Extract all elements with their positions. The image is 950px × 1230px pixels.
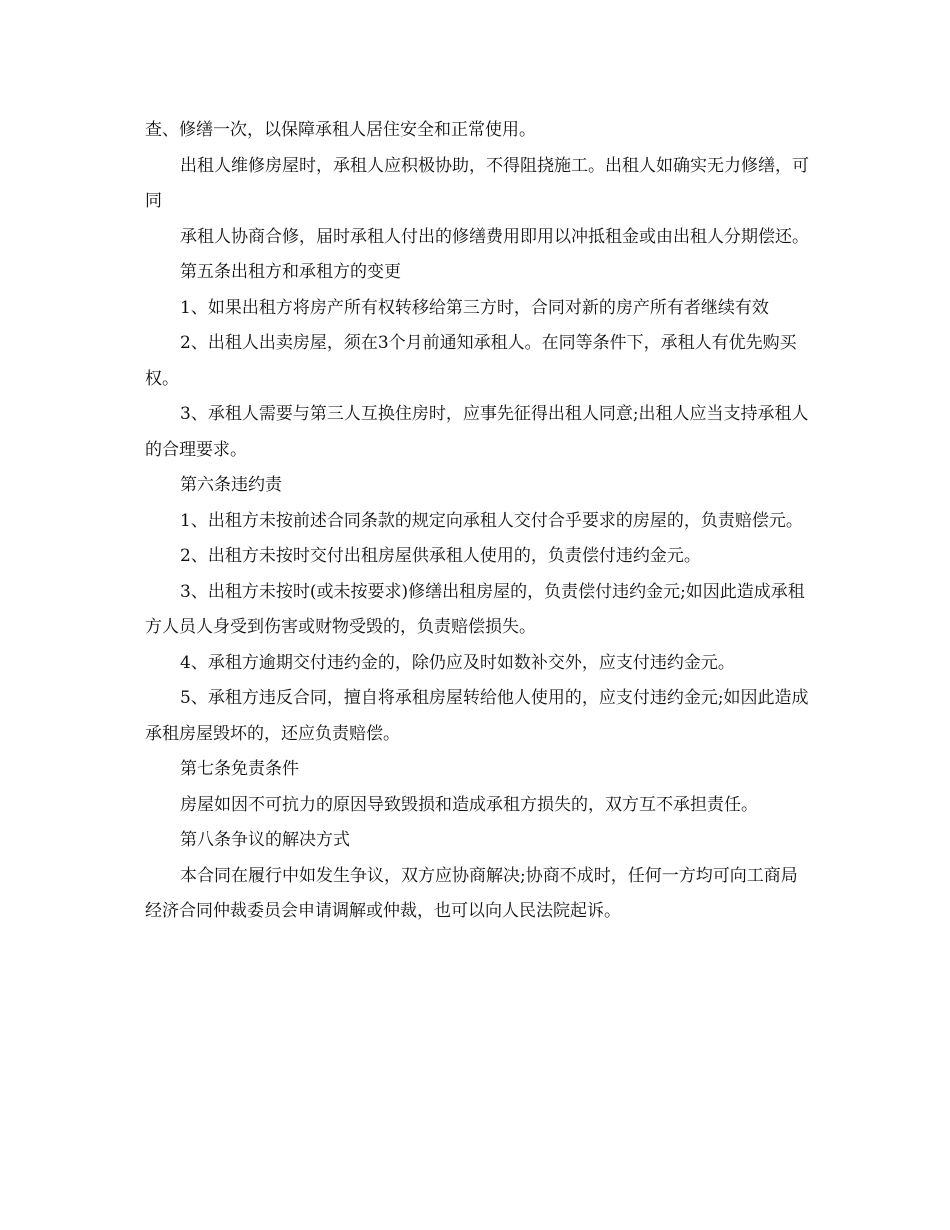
- paragraph-article-6-item-1: 1、出租方未按前述合同条款的规定向承租人交付合乎要求的房屋的，负责赔偿元。: [180, 510, 803, 531]
- paragraph-article-7-body: 房屋如因不可抗力的原因导致毁损和造成承租方损失的，双方互不承担责任。: [180, 794, 758, 815]
- paragraph-article-5-item-3: 3、承租人需要与第三人互换住房时，应事先征得出租人同意;出租人应当支持承租人的合理要求。: [145, 404, 809, 460]
- paragraph-article-6-item-4: 4、承租方逾期交付违约金的，除仍应及时如数补交外，应支付违约金元。: [180, 652, 735, 673]
- paragraph-joint-repair: 承租人协商合修，届时承租人付出的修缮费用即用以冲抵租金或由出租人分期偿还。: [180, 226, 809, 247]
- section-heading-article-5: 第五条出租方和承租方的变更: [180, 262, 401, 282]
- paragraph-repair-continuation: 查、修缮一次，以保障承租人居住安全和正常使用。: [145, 120, 536, 140]
- paragraph-article-8-body: 本合同在履行中如发生争议，双方应协商解决;协商不成时，任何一方均可向工商局经济合同仲裁委员会申请调解或仲裁，也可以向人民法院起诉。: [145, 865, 798, 921]
- paragraph-article-6-item-2: 2、出租方未按时交付出租房屋供承租人使用的，负责偿付违约金元。: [180, 546, 701, 566]
- paragraph-article-6-item-5: 5、承租方违反合同，擅自将承租房屋转给他人使用的，应支付违约金元;如因此造成承租房屋毁坏的，还应负责赔偿。: [145, 688, 809, 744]
- paragraph-lessor-repair: 出租人维修房屋时，承租人应积极协助，不得阻挠施工。出租人如确实无力修缮，可同: [145, 155, 809, 211]
- section-heading-article-6: 第六条违约责: [180, 475, 282, 495]
- paragraph-article-5-item-2: 2、出租人出卖房屋，须在3个月前通知承租人。在同等条件下，承租人有优先购买权。: [145, 333, 797, 389]
- section-heading-article-8: 第八条争议的解决方式: [180, 830, 350, 850]
- document-body: [145, 113, 810, 930]
- section-heading-article-7: 第七条免责条件: [180, 759, 299, 779]
- paragraph-article-5-item-1: 1、如果出租方将房产所有权转移给第三方时，合同对新的房产所有者继续有效: [180, 297, 769, 318]
- paragraph-article-6-item-3: 3、出租方未按时(或未按要求)修缮出租房屋的，负责偿付违约金元;如因此造成承租方人员人身受到伤害或财物受毁的，负责赔偿损失。: [145, 581, 805, 637]
